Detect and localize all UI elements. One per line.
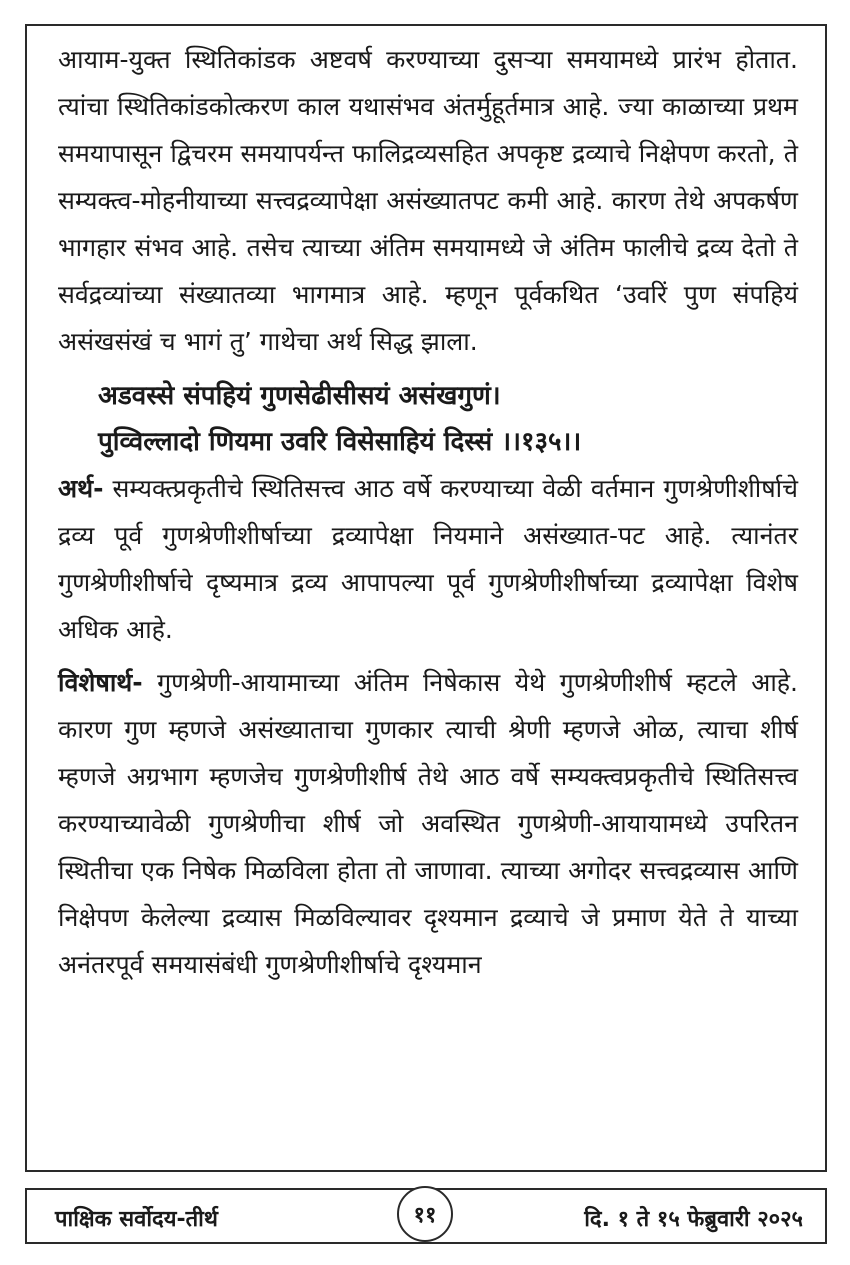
- verse-line-1: अडवस्से संपहियं गुणसेढीसीसयं असंखगुणं।: [98, 381, 501, 411]
- artha-text: सम्यक्त्प्रकृतीचे स्थितिसत्त्व आठ वर्षे करण्याच्या वेळी वर्तमान गुणश्रेणीशीर्षाचे द्रव्य पूर्व गुणश्रेणीशीर्षाच्या द्रव्यापेक्षा नियमाने असंख्यात-पट आहे. त्यानंतर गुणश्रेणीशीर्षाचे दृष्यमात्र द्रव्य आपापल्या पूर्व गुणश्रेणीशीर्षाच्या द्रव्यापेक्षा विशेष अधिक आहे.: [58, 474, 798, 644]
- visheshartha-text: गुणश्रेणी-आयामाच्या अंतिम निषेकास येथे गुणश्रेणीशीर्ष म्हटले आहे. कारण गुण म्हणजे असंख्याताचा गुणकार त्याची श्रेणी म्हणजे ओळ, त्याचा शीर्ष म्हणजे अग्रभाग म्हणजेच गुणश्रेणीशीर्ष तेथे आठ वर्षे सम्यक्त्वप्रकृतीचे स्थितिसत्त्व करण्याच्यावेळी गुणश्रेणीचा शीर्ष जो अवस्थित गुणश्रेणी-आयायामध्ये उपरितन स्थितीचा एक निषेक मिळविला होता तो जाणावा. त्याच्या अगोदर सत्त्वद्रव्यास आणि निक्षेपण केलेल्या द्रव्यास मिळविल्यावर दृश्यमान द्रव्याचे जे प्रमाण येते ते याच्या अनंतरपूर्व समयासंबंधी गुणश्रेणीशीर्षाचे दृश्यमान: [58, 668, 798, 979]
- artha-label: अर्थ-: [58, 474, 104, 503]
- visheshartha-label: विशेषार्थ-: [58, 668, 143, 697]
- page-number: ११: [397, 1186, 453, 1242]
- page-content: [58, 36, 798, 988]
- visheshartha-paragraph: [58, 659, 798, 988]
- issue-date: दि. १ ते १५ फेब्रुवारी २०२५: [584, 1207, 803, 1232]
- page-footer: [25, 1188, 827, 1244]
- gatha-verse: [58, 373, 798, 465]
- publication-name: पाक्षिक सर्वोदय-तीर्थ: [55, 1207, 218, 1232]
- paragraph-1: आयाम-युक्त स्थितिकांडक अष्टवर्ष करण्याच्या दुसऱ्या समयामध्ये प्रारंभ होतात. त्यांचा स्थितिकांडकोत्करण काल यथासंभव अंतर्मुहूर्तमात्र आहे. ज्या काळाच्या प्रथम समयापासून द्विचरम समयापर्यन्त फालिद्रव्यसहित अपकृष्ट द्रव्याचे निक्षेपण करतो, ते सम्यक्त्व-मोहनीयाच्या सत्त्वद्रव्यापेक्षा असंख्यातपट कमी आहे. कारण तेथे अपकर्षण भागहार संभव आहे. तसेच त्याच्या अंतिम समयामध्ये जे अंतिम फालीचे द्रव्य देतो ते सर्वद्रव्यांच्या संख्यातव्या भागमात्र आहे. म्हणून पूर्वकथित ‘उवरिं पुण संपहियं असंखसंखं च भागं तु’ गाथेचा अर्थ सिद्ध झाला.: [58, 45, 798, 356]
- artha-paragraph: [58, 465, 798, 653]
- verse-line-2: पुव्विल्लादो णियमा उवरि विसेसाहियं दिस्सं ।।१३५।।: [98, 427, 582, 457]
